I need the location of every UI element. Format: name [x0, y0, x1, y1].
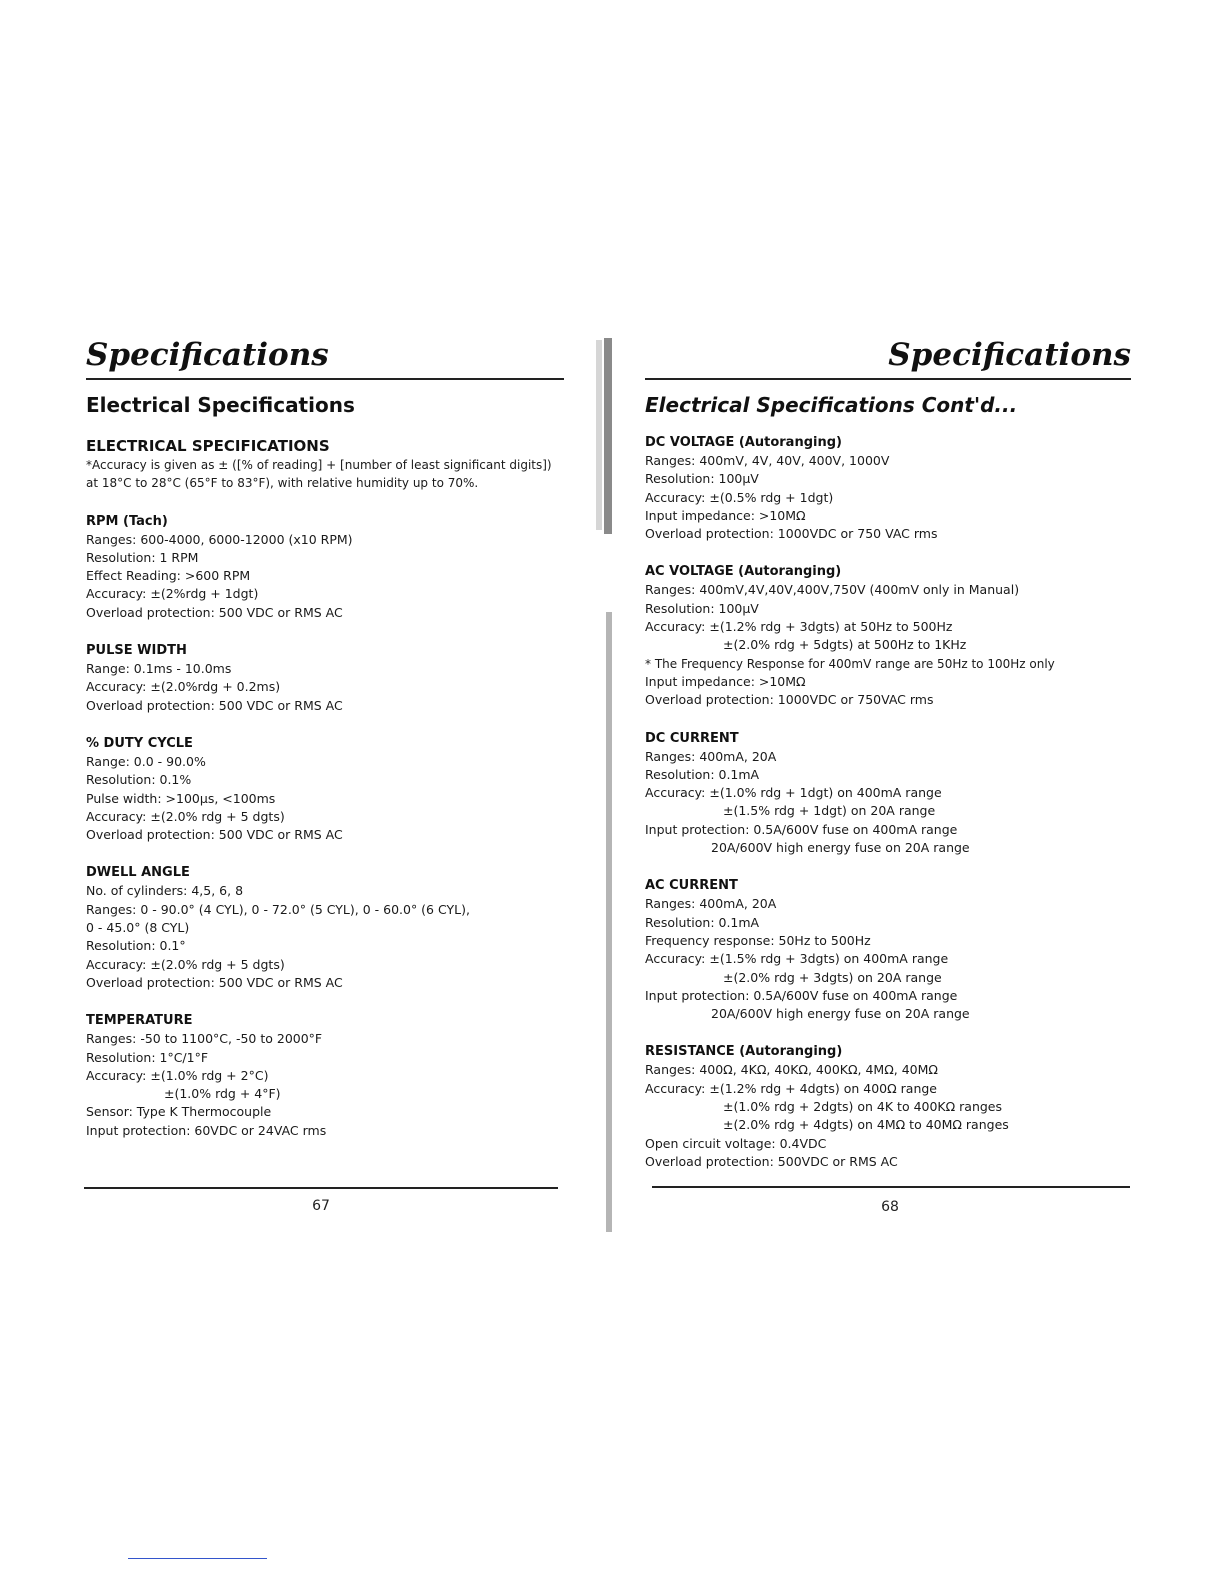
- section-title-left: Electrical Specifications: [86, 393, 355, 417]
- intro-block: [86, 436, 564, 493]
- spec-block-dc-voltage: [645, 434, 1131, 543]
- spec-line: Pulse width: >100µs, <100ms: [86, 790, 276, 806]
- spec-line: ±(2.0% rdg + 3dgts) on 20A range: [723, 969, 942, 985]
- spec-line: Overload protection: 500 VDC or RMS AC: [86, 604, 343, 620]
- spec-line: Overload protection: 500 VDC or RMS AC: [86, 974, 343, 990]
- spec-line: Range: 0.1ms - 10.0ms: [86, 661, 232, 677]
- spec-line: Ranges: 400mV, 4V, 40V, 400V, 1000V: [645, 453, 890, 468]
- spec-line: Overload protection: 500 VDC or RMS AC: [86, 697, 343, 713]
- running-head-left: Specifications: [86, 335, 564, 380]
- spec-line: Resolution: 100µV: [645, 600, 759, 616]
- spec-line: Input protection: 60VDC or 24VAC rms: [86, 1122, 327, 1138]
- spec-line: Input protection: 0.5A/600V fuse on 400mA range: [645, 821, 958, 837]
- spec-title: TEMPERATURE: [86, 1013, 193, 1029]
- spec-line: Overload protection: 500VDC or RMS AC: [645, 1153, 898, 1169]
- spec-line: Resolution: 0.1°: [86, 938, 186, 954]
- spec-block-resistance: [645, 1043, 1131, 1171]
- spec-line: Accuracy: ±(1.2% rdg + 4dgts) on 400Ω range: [645, 1080, 937, 1096]
- spec-block-ac-voltage: [645, 563, 1131, 709]
- left-page: [86, 335, 564, 1140]
- spec-line: Open circuit voltage: 0.4VDC: [645, 1135, 827, 1151]
- spec-title: AC CURRENT: [645, 878, 738, 894]
- spec-line: 20A/600V high energy fuse on 20A range: [711, 1006, 970, 1022]
- spec-line: Accuracy: ±(1.5% rdg + 3dgts) on 400mA range: [645, 951, 949, 967]
- right-page: [645, 335, 1131, 1171]
- spec-title: PULSE WIDTH: [86, 643, 187, 659]
- spec-block-dwell-angle: [86, 864, 564, 992]
- spec-line: Overload protection: 1000VDC or 750 VAC rms: [645, 526, 938, 542]
- spec-line: Accuracy: ±(2%rdg + 1dgt): [86, 586, 259, 602]
- spec-line: Accuracy: ±(1.0% rdg + 2°C): [86, 1067, 269, 1083]
- book-spine-lower: [606, 612, 612, 1232]
- spec-line: ±(1.0% rdg + 4°F): [164, 1086, 281, 1102]
- spec-title: AC VOLTAGE (Autoranging): [645, 564, 842, 580]
- spec-line: Overload protection: 500 VDC or RMS AC: [86, 827, 343, 843]
- spec-line: Range: 0.0 - 90.0%: [86, 753, 206, 769]
- spec-line: Input impedance: >10MΩ: [645, 673, 806, 689]
- spec-line: Frequency response: 50Hz to 500Hz: [645, 932, 871, 948]
- spec-block-rpm: [86, 513, 564, 622]
- footer-rule-right: [652, 1186, 1130, 1188]
- spec-line: ±(1.0% rdg + 2dgts) on 4K to 400KΩ ranges: [723, 1099, 1003, 1115]
- spec-line: ±(1.5% rdg + 1dgt) on 20A range: [723, 803, 936, 819]
- running-head-right: Specifications: [645, 335, 1131, 380]
- spec-line: Accuracy: ±(2.0% rdg + 5 dgts): [86, 808, 285, 824]
- spec-line: Resolution: 1°C/1°F: [86, 1049, 209, 1065]
- spec-title: DWELL ANGLE: [86, 865, 190, 881]
- spec-line: Ranges: 400mV,4V,40V,400V,750V (400mV only in Manual): [645, 582, 1020, 598]
- spec-line: Ranges: 400mA, 20A: [645, 896, 777, 912]
- bottom-underline: [128, 1558, 267, 1559]
- spec-line: Input protection: 0.5A/600V fuse on 400mA range: [645, 987, 958, 1003]
- binding-shadow: [596, 340, 602, 530]
- footer-rule-left: [84, 1187, 558, 1189]
- spec-line: Ranges: 400Ω, 4KΩ, 40KΩ, 400KΩ, 4MΩ, 40MΩ: [645, 1062, 938, 1078]
- intro-title: ELECTRICAL SPECIFICATIONS: [86, 437, 330, 455]
- book-spine: [604, 338, 612, 534]
- spec-line: No. of cylinders: 4,5, 6, 8: [86, 883, 244, 899]
- spec-line: Ranges: -50 to 1100°C, -50 to 2000°F: [86, 1031, 323, 1047]
- spec-line: * The Frequency Response for 400mV range are 50Hz to 100Hz only: [645, 656, 1055, 671]
- spec-line: Sensor: Type K Thermocouple: [86, 1104, 272, 1120]
- spec-line: Accuracy: ±(2.0%rdg + 0.2ms): [86, 679, 281, 695]
- spec-title: DC VOLTAGE (Autoranging): [645, 435, 842, 450]
- spec-line: Ranges: 600-4000, 6000-12000 (x10 RPM): [86, 531, 353, 547]
- spec-title: % DUTY CYCLE: [86, 735, 193, 751]
- spec-line: Effect Reading: >600 RPM: [86, 568, 251, 584]
- spec-line: Input impedance: >10MΩ: [645, 507, 806, 523]
- spec-line: 0 - 45.0° (8 CYL): [86, 920, 190, 936]
- spec-block-duty-cycle: [86, 735, 564, 844]
- spec-line: ±(2.0% rdg + 4dgts) on 4MΩ to 40MΩ ranges: [723, 1117, 1009, 1133]
- spec-line: Overload protection: 1000VDC or 750VAC rms: [645, 692, 934, 708]
- spec-line: 20A/600V high energy fuse on 20A range: [711, 840, 970, 856]
- spec-line: Ranges: 400mA, 20A: [645, 748, 777, 764]
- spec-line: Resolution: 100µV: [645, 471, 759, 487]
- spec-line: Resolution: 0.1mA: [645, 766, 760, 782]
- spec-line: Resolution: 0.1%: [86, 772, 192, 788]
- accuracy-note: *Accuracy is given as ± ([% of reading] + [number of least significant digits]) at 18°C to 28°C (65°F to 83°F), with relative humidity up to 70%.: [86, 458, 552, 491]
- spec-block-dc-current: [645, 730, 1131, 858]
- spec-line: Accuracy: ±(1.0% rdg + 1dgt) on 400mA range: [645, 785, 942, 801]
- spec-block-ac-current: [645, 877, 1131, 1023]
- spec-title: RPM (Tach): [86, 513, 168, 529]
- spec-block-temperature: [86, 1012, 564, 1140]
- page-number-left: 67: [312, 1198, 330, 1214]
- page-number-right: 68: [881, 1199, 899, 1215]
- spec-line: Resolution: 0.1mA: [645, 914, 760, 930]
- spec-block-pulse-width: [86, 642, 564, 715]
- spec-line: Accuracy: ±(2.0% rdg + 5 dgts): [86, 956, 285, 972]
- section-title-right: Electrical Specifications Cont'd...: [645, 393, 1018, 417]
- spec-line: Accuracy: ±(0.5% rdg + 1dgt): [645, 489, 834, 505]
- spec-title: RESISTANCE (Autoranging): [645, 1044, 843, 1060]
- spec-line: ±(2.0% rdg + 5dgts) at 500Hz to 1KHz: [723, 637, 967, 653]
- spec-line: Accuracy: ±(1.2% rdg + 3dgts) at 50Hz to 500Hz: [645, 619, 953, 635]
- spec-title: DC CURRENT: [645, 730, 739, 746]
- spec-line: Ranges: 0 - 90.0° (4 CYL), 0 - 72.0° (5 CYL), 0 - 60.0° (6 CYL),: [86, 901, 470, 917]
- spec-line: Resolution: 1 RPM: [86, 549, 199, 565]
